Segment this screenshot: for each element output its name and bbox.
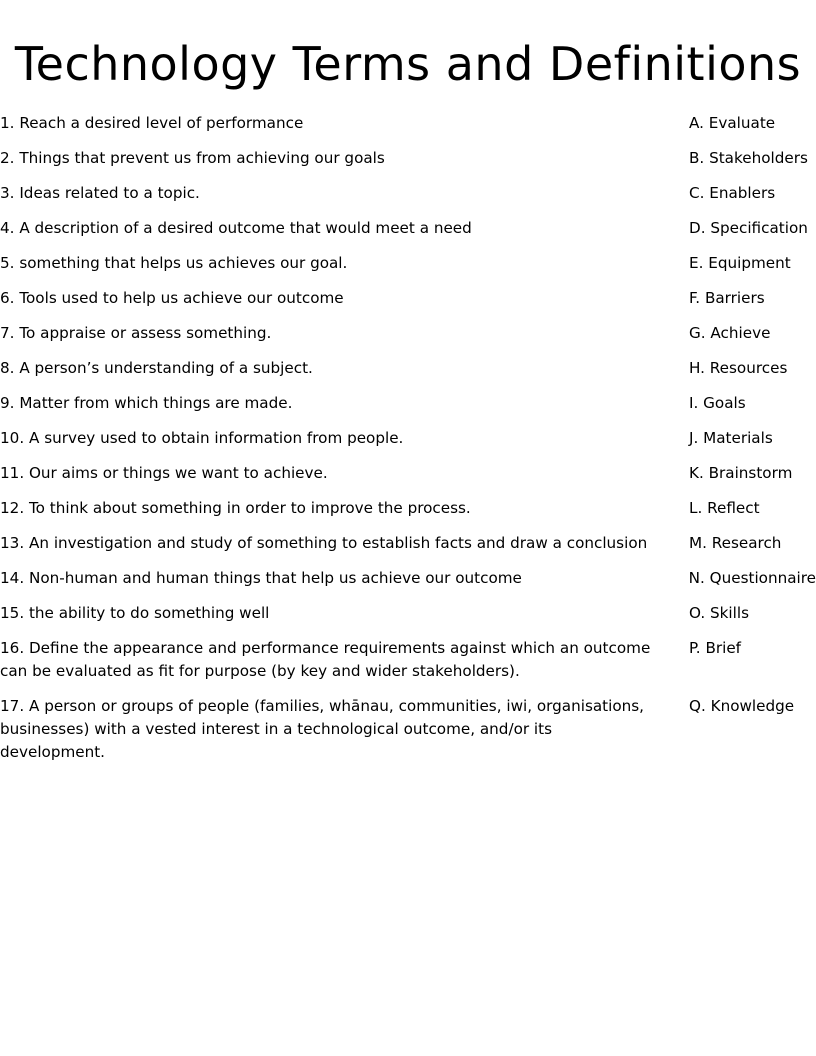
list-item bbox=[0, 392, 816, 427]
term-text: M. Research bbox=[689, 534, 782, 552]
list-item bbox=[0, 567, 816, 602]
term-text: I. Goals bbox=[689, 394, 746, 412]
list-item bbox=[0, 252, 816, 287]
definition-text: 9. Matter from which things are made. bbox=[0, 394, 293, 412]
list-item bbox=[0, 322, 816, 357]
term-text: A. Evaluate bbox=[689, 114, 776, 132]
definitions-list bbox=[0, 112, 816, 764]
list-item bbox=[0, 532, 816, 567]
definition-text: 10. A survey used to obtain information from people. bbox=[0, 429, 404, 447]
definition-text: 17. A person or groups of people (families, whānau, communities, iwi, organisations, businesses) with a vested interest in a technological outcome, and/or its development. bbox=[0, 697, 644, 761]
definition-text: 11. Our aims or things we want to achieve. bbox=[0, 464, 328, 482]
definition-text: 15. the ability to do something well bbox=[0, 604, 270, 622]
list-item bbox=[0, 695, 816, 764]
list-item bbox=[0, 497, 816, 532]
list-item bbox=[0, 112, 816, 147]
list-item bbox=[0, 427, 816, 462]
definition-text: 1. Reach a desired level of performance bbox=[0, 114, 304, 132]
list-item bbox=[0, 357, 816, 392]
definition-text: 5. something that helps us achieves our goal. bbox=[0, 254, 348, 272]
term-text: B. Stakeholders bbox=[689, 149, 808, 167]
definition-text: 14. Non-human and human things that help us achieve our outcome bbox=[0, 569, 522, 587]
definition-text: 2. Things that prevent us from achieving our goals bbox=[0, 149, 385, 167]
definition-text: 8. A person’s understanding of a subject. bbox=[0, 359, 313, 377]
term-text: L. Reflect bbox=[689, 499, 760, 517]
definition-text: 4. A description of a desired outcome that would meet a need bbox=[0, 219, 472, 237]
term-text: P. Brief bbox=[689, 639, 742, 657]
term-text: F. Barriers bbox=[689, 289, 765, 307]
list-item bbox=[0, 637, 816, 695]
term-text: Q. Knowledge bbox=[689, 697, 795, 715]
definition-text: 3. Ideas related to a topic. bbox=[0, 184, 200, 202]
term-text: D. Specification bbox=[689, 219, 808, 237]
term-text: K. Brainstorm bbox=[689, 464, 793, 482]
page-title: Technology Terms and Definitions bbox=[14, 37, 802, 91]
list-item bbox=[0, 182, 816, 217]
term-text: H. Resources bbox=[689, 359, 788, 377]
definition-text: 13. An investigation and study of something to establish facts and draw a conclusion bbox=[0, 534, 648, 552]
term-text: N. Questionnaire bbox=[688, 569, 816, 587]
term-text: J. Materials bbox=[689, 429, 773, 447]
list-item bbox=[0, 147, 816, 182]
definition-text: 6. Tools used to help us achieve our outcome bbox=[0, 289, 344, 307]
list-item bbox=[0, 287, 816, 322]
term-text: O. Skills bbox=[689, 604, 750, 622]
term-text: E. Equipment bbox=[689, 254, 791, 272]
term-text: G. Achieve bbox=[689, 324, 771, 342]
definition-text: 16. Define the appearance and performance requirements against which an outcome can be evaluated as fit for purpose (by key and wider stakeholders). bbox=[0, 639, 651, 680]
definition-text: 7. To appraise or assess something. bbox=[0, 324, 272, 342]
list-item bbox=[0, 602, 816, 637]
list-item bbox=[0, 462, 816, 497]
definition-text: 12. To think about something in order to improve the process. bbox=[0, 499, 471, 517]
term-text: C. Enablers bbox=[689, 184, 776, 202]
list-item bbox=[0, 217, 816, 252]
